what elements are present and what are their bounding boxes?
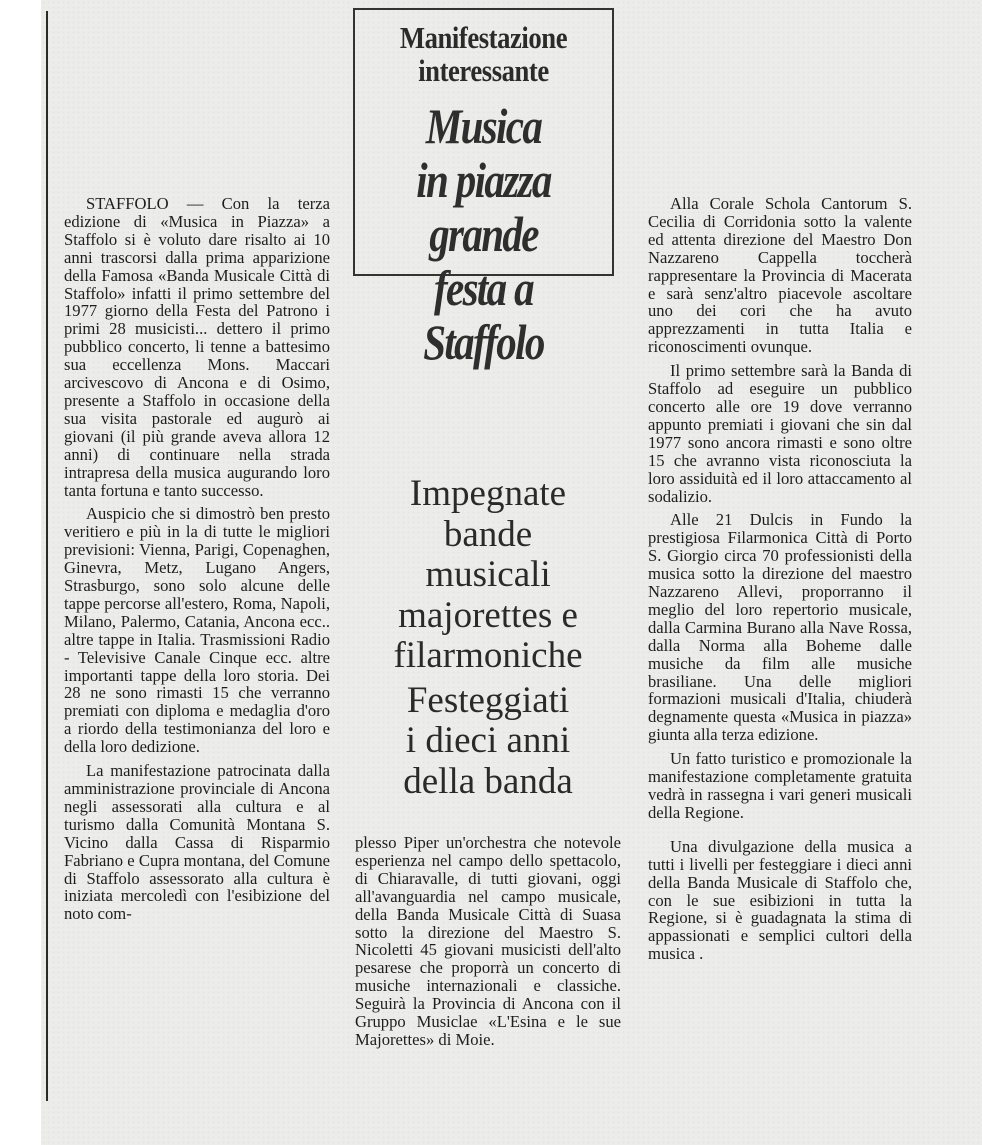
title-line: Staffolo [423, 314, 544, 370]
subheadings [355, 474, 621, 802]
subheading-line: majorettes e [398, 594, 578, 636]
column-rule [46, 11, 48, 1101]
kicker-line: interessante [418, 53, 549, 88]
subheading-2 [355, 681, 621, 803]
title-line: Musica [425, 98, 542, 154]
title-line: in piazza [416, 152, 551, 208]
subheading-line: Festeggiati [406, 679, 570, 721]
kicker-line: Manifestazione [399, 20, 568, 55]
subheading-line: bande [443, 513, 533, 555]
paragraph: Auspicio che si dimostrò ben presto veritiero e più in la di tutte le migliori previsioni: Vienna, Parigi, Copenaghen, Ginevra, Metz, Lugano Angers, Strasburgo, sono solo alcune delle tappe percorse all'estero, Roma, Napoli, Milano, Palermo, Catania, Ancona ecc.. altre tappe in Italia. Trasmissioni Radio - Televisive Canale Cinque ecc. altre importanti tappe della loro storia. Dei 28 ne sono rimasti 15 che verranno premiati con diploma e medaglia d'oro a riordo della testimonianza del loro e della loro dedizione. [64, 504, 330, 757]
headline-box [353, 8, 614, 370]
title-line: grande [429, 206, 538, 262]
subheading-line: musicali [425, 554, 551, 595]
subheading-1 [355, 474, 621, 677]
subheading-line: i dieci anni [405, 720, 571, 761]
paragraph: Una divulgazione della musica a tutti i livelli per festeggiare i dieci anni della Banda Musicale di Staffolo che, con le sue esibizioni in tutta la Regione, si è guadagnata la stima di appassionati e semplici cultori della musica . [648, 836, 912, 964]
headline-title [378, 99, 589, 369]
paragraph: Un fatto turistico e promozionale la manifestazione completamente gratuita vedrà in rassegna i vari generi musicali della Regione. [648, 749, 912, 822]
article-column-3 [648, 195, 912, 963]
subheading-line: della banda [403, 760, 573, 802]
paragraph: Alla Corale Schola Cantorum S. Cecilia di Corridonia sotto la valente ed attenta direzione del Maestro Don Nazzareno Cappella toccherà rappresentare la Provincia di Macerata e sarà senz'altro piacevole ascoltare uno dei cori che ha avuto apprezzamenti in tutta Italia e riconoscimenti ovunque. [648, 194, 912, 357]
subheading-line: filarmoniche [393, 635, 583, 676]
article-column-2 [355, 834, 621, 1049]
paragraph: Il primo settembre sarà la Banda di Staffolo ad eseguire un pubblico concerto alle ore 19 dove verranno appunto premiati i giovani che sin dal 1977 sono ancora rimasti e sono oltre 15 che avranno vista riconosciuta la loro assiduità ed il loro attaccamento al sodalizio. [648, 361, 912, 506]
title-line: festa a [434, 260, 533, 316]
article-column-1 [64, 195, 330, 923]
kicker [373, 21, 594, 87]
subheading-line: Impegnate [409, 473, 567, 514]
paragraph: plesso Piper un'orchestra che notevole esperienza nel campo dello spettacolo, di Chiaravalle, di tutti giovani, oggi all'avanguardia nel campo musicale, della Banda Musicale Città di Suasa sotto la direzione del Maestro S. Nicoletti 45 giovani musicisti dell'alto pesarese che proporrà un concerto di musiche internazionali e classiche. Seguirà la Provincia di Ancona con il Gruppo Musiclae «L'Esina e le sue Majorettes» di Moie. [355, 833, 621, 1049]
paragraph: La manifestazione patrocinata dalla amministrazione provinciale di Ancona negli assessorati alla cultura e al turismo dalla Comunità Montana S. Vicino dalla Cassa di Risparmio Fabriano e Cupra montana, del Comune di Staffolo assessorato alla cultura è iniziata mercoledì con l'esibizione del noto com- [64, 761, 330, 924]
paragraph: STAFFOLO — Con la terza edizione di «Musica in Piazza» a Staffolo si è voluto dare risalto ai 10 anni trascorsi dalla prima apparizione della Famosa «Banda Musicale Città di Staffolo» infatti il primo settembre del 1977 giorno della Festa del Patrono i primi 28 musicisti... dettero il primo pubblico concerto, li tenne a battesimo sua eccellenza Mons. Maccari arcivescovo di Ancona e di Osimo, presente a Staffolo in occasione della sua visita pastorale ed augurò ai giovani (il più grande aveva allora 12 anni) di continuare nella strada intrapresa della musica augurando loro tanta fortuna e tanto successo. [64, 194, 330, 500]
paragraph: Alle 21 Dulcis in Fundo la prestigiosa Filarmonica Città di Porto S. Giorgio circa 70 professionisti della musica sotto la direzione del maestro Nazzareno Allevi, proporranno il meglio del loro repertorio musicale, dalla Carmina Burano alla Nave Rossa, dalla Norma alla Boheme dalle musiche da film alle musiche brasiliane. Una delle migliori formazioni musicali d'Italia, chiuderà degnamente questa «Musica in piazza» giunta alla terza edizione. [648, 510, 912, 745]
